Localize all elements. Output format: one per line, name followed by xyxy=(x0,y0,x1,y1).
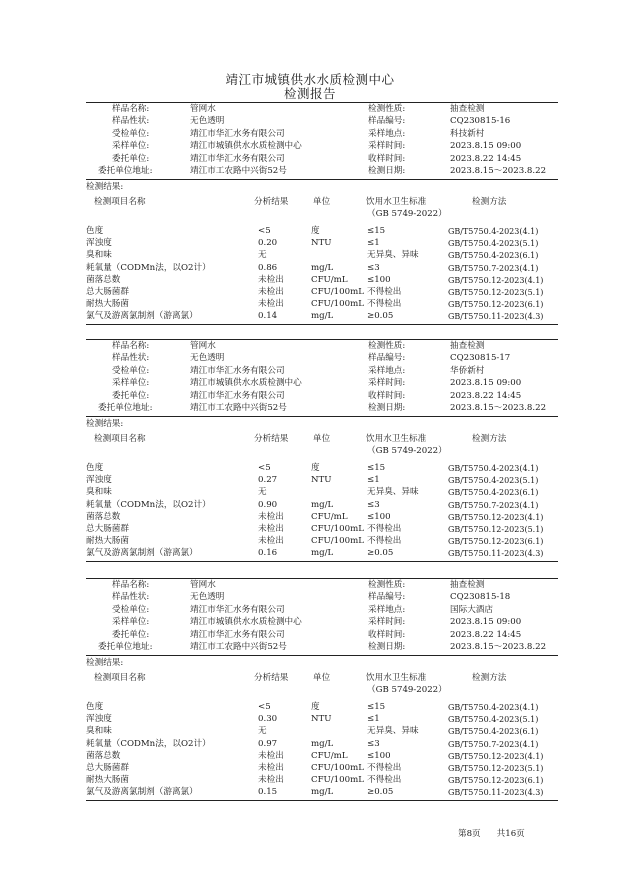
sample-number-label: 样品编号: xyxy=(368,116,406,127)
column-header-standard: 饮用水卫生标准 xyxy=(366,197,427,207)
sample-name-value: 管网水 xyxy=(190,104,216,114)
row-unit: NTU xyxy=(311,475,332,486)
sample-number-label: 样品编号: xyxy=(368,592,406,603)
row-item: 总大肠菌群 xyxy=(86,287,129,297)
row-method: GB/T5750.11-2023(4.3) xyxy=(448,312,544,322)
row-item: 色度 xyxy=(86,702,104,712)
row-result: 未检出 xyxy=(258,287,284,297)
row-method: GB/T5750.4-2023(5.1) xyxy=(448,715,539,725)
row-item: 总大肠菌群 xyxy=(86,763,129,773)
row-method: GB/T5750.12-2023(5.1) xyxy=(448,288,544,297)
client-address-value: 靖江市工农路中兴街52号 xyxy=(190,403,287,413)
column-header-method: 检测方法 xyxy=(472,197,507,207)
row-standard: ≥0.05 xyxy=(367,548,394,559)
page-footer xyxy=(458,827,525,839)
results-label: 检测结果: xyxy=(86,419,124,429)
row-unit: mg/L xyxy=(311,738,334,749)
row-result: 未检出 xyxy=(258,511,284,522)
row-method: GB/T5750.11-2023(4.3) xyxy=(448,788,544,798)
test-date-label: 检测日期: xyxy=(368,642,406,652)
row-unit: CFU/mL xyxy=(311,750,348,761)
row-unit: mg/L xyxy=(311,787,334,798)
client-unit-label: 委托单位: xyxy=(112,629,150,640)
receive-time-value: 2023.8.22 14:45 xyxy=(450,153,522,164)
sample-name-label: 样品名称: xyxy=(112,341,150,351)
column-header-result: 分析结果 xyxy=(254,673,289,683)
column-header-standard: 饮用水卫生标准 xyxy=(366,434,427,444)
row-standard: 不得检出 xyxy=(367,287,402,297)
row-method: GB/T5750.7-2023(4.1) xyxy=(448,500,539,510)
sampling-time-label: 采样时间: xyxy=(368,141,406,152)
client-unit-value: 靖江市华汇水务有限公司 xyxy=(190,629,285,640)
row-unit: CFU/100mL xyxy=(311,775,364,786)
row-item: 总大肠菌群 xyxy=(86,524,129,534)
row-item: 色度 xyxy=(86,463,104,473)
row-standard: ≤3 xyxy=(367,262,380,273)
row-item: 臭和味 xyxy=(86,487,112,498)
receive-time-value: 2023.8.22 14:45 xyxy=(450,629,522,640)
sampling-unit-value: 靖江市城镇供水水质检测中心 xyxy=(190,141,302,152)
row-item: 耗氧量（CODMn法，以O2计） xyxy=(86,499,211,510)
row-method: GB/T5750.4-2023(6.1) xyxy=(448,727,539,737)
column-header-method: 检测方法 xyxy=(472,434,507,444)
row-standard: ≤15 xyxy=(367,463,386,473)
block-top-rule xyxy=(86,339,558,340)
sampling-site-value: 科技新村 xyxy=(450,128,485,139)
sampling-site-value: 华侨新村 xyxy=(450,365,485,376)
sample-nature-value: 无色透明 xyxy=(190,353,225,364)
sampling-time-value: 2023.8.15 09:00 xyxy=(450,617,522,628)
row-standard: 无异臭、异味 xyxy=(367,487,419,498)
row-unit: CFU/mL xyxy=(311,511,348,522)
row-result: 无 xyxy=(258,487,267,498)
sampling-site-label: 采样地点: xyxy=(368,128,406,139)
row-result: 0.97 xyxy=(258,738,278,749)
client-address-label: 委托单位地址: xyxy=(98,642,153,652)
row-unit: NTU xyxy=(311,714,332,725)
info-bottom-rule xyxy=(86,416,558,417)
row-item: 菌落总数 xyxy=(86,511,121,522)
column-header-unit: 单位 xyxy=(313,673,331,683)
row-result: 0.27 xyxy=(258,475,278,486)
row-standard: ≤3 xyxy=(367,499,380,510)
row-result: <5 xyxy=(258,226,271,236)
row-standard: 不得检出 xyxy=(367,299,402,310)
test-type-value: 抽查检测 xyxy=(450,104,485,114)
row-standard: ≥0.05 xyxy=(367,311,394,322)
row-method: GB/T5750.12-2023(5.1) xyxy=(448,764,544,773)
row-standard: ≤1 xyxy=(367,714,380,725)
sample-nature-value: 无色透明 xyxy=(190,592,225,603)
sample-name-value: 管网水 xyxy=(190,580,216,590)
sample-number-value: CQ230815-16 xyxy=(450,116,511,127)
test-date-value: 2023.8.15～2023.8.22 xyxy=(450,403,547,413)
row-item: 氯气及游离氯制剂（游离氯） xyxy=(86,787,198,798)
sampling-time-value: 2023.8.15 09:00 xyxy=(450,141,522,152)
row-method: GB/T5750.12-2023(6.1) xyxy=(448,776,544,786)
receive-time-label: 收样时间: xyxy=(368,629,406,640)
row-standard: ≤100 xyxy=(367,274,391,285)
row-item: 耐热大肠菌 xyxy=(86,536,129,547)
row-method: GB/T5750.4-2023(4.1) xyxy=(448,703,539,712)
row-result: 未检出 xyxy=(258,274,284,285)
row-result: 未检出 xyxy=(258,763,284,773)
row-unit: CFU/100mL xyxy=(311,299,364,310)
receive-time-value: 2023.8.22 14:45 xyxy=(450,390,522,401)
sampling-time-label: 采样时间: xyxy=(368,378,406,389)
row-unit: mg/L xyxy=(311,499,334,510)
block-top-rule xyxy=(86,102,558,103)
sample-name-label: 样品名称: xyxy=(112,104,150,114)
row-result: 0.30 xyxy=(258,714,278,725)
row-result: 未检出 xyxy=(258,775,284,786)
row-item: 耐热大肠菌 xyxy=(86,299,129,310)
row-result: 未检出 xyxy=(258,524,284,534)
client-address-label: 委托单位地址: xyxy=(98,166,153,176)
column-header-result: 分析结果 xyxy=(254,197,289,207)
test-type-label: 检测性质: xyxy=(368,580,406,590)
row-standard: 无异臭、异味 xyxy=(367,250,419,261)
row-unit: CFU/mL xyxy=(311,274,348,285)
row-unit: mg/L xyxy=(311,548,334,559)
row-item: 色度 xyxy=(86,226,104,236)
row-result: 无 xyxy=(258,726,267,737)
row-item: 菌落总数 xyxy=(86,274,121,285)
row-method: GB/T5750.4-2023(6.1) xyxy=(448,251,539,261)
sample-number-label: 样品编号: xyxy=(368,353,406,364)
row-unit: mg/L xyxy=(311,311,334,322)
sample-nature-label: 样品性状: xyxy=(112,116,150,127)
row-unit: CFU/100mL xyxy=(311,536,364,547)
row-result: 未检出 xyxy=(258,299,284,310)
sampling-site-value: 国际大酒店 xyxy=(450,604,493,615)
row-method: GB/T5750.12-2023(4.1) xyxy=(448,751,544,761)
client-address-label: 委托单位地址: xyxy=(98,403,153,413)
client-unit-value: 靖江市华汇水务有限公司 xyxy=(190,153,285,164)
sample-nature-label: 样品性状: xyxy=(112,353,150,364)
sampling-unit-value: 靖江市城镇供水水质检测中心 xyxy=(190,617,302,628)
block-bottom-rule xyxy=(86,561,558,562)
row-standard: 不得检出 xyxy=(367,763,402,773)
row-item: 浑浊度 xyxy=(86,475,112,486)
entrusted-unit-label: 受检单位: xyxy=(112,365,150,376)
row-standard: ≤15 xyxy=(367,226,386,236)
row-result: 未检出 xyxy=(258,536,284,547)
row-result: 0.90 xyxy=(258,499,278,510)
info-bottom-rule xyxy=(86,179,558,180)
row-method: GB/T5750.4-2023(6.1) xyxy=(448,488,539,498)
row-method: GB/T5750.4-2023(5.1) xyxy=(448,476,539,486)
row-item: 浑浊度 xyxy=(86,714,112,725)
column-header-method: 检测方法 xyxy=(472,673,507,683)
sampling-unit-label: 采样单位: xyxy=(112,617,150,628)
row-unit: CFU/100mL xyxy=(311,287,364,297)
row-unit: CFU/100mL xyxy=(311,524,364,534)
row-standard: ≥0.05 xyxy=(367,787,394,798)
sample-number-value: CQ230815-17 xyxy=(450,353,511,364)
row-standard: ≤1 xyxy=(367,475,380,486)
results-label: 检测结果: xyxy=(86,658,124,668)
row-method: GB/T5750.12-2023(5.1) xyxy=(448,525,544,534)
entrusted-unit-label: 受检单位: xyxy=(112,128,150,139)
sample-nature-label: 样品性状: xyxy=(112,592,150,603)
test-date-value: 2023.8.15～2023.8.22 xyxy=(450,166,547,176)
row-method: GB/T5750.12-2023(6.1) xyxy=(448,300,544,310)
sample-nature-value: 无色透明 xyxy=(190,116,225,127)
row-method: GB/T5750.4-2023(5.1) xyxy=(448,239,539,249)
row-item: 臭和味 xyxy=(86,726,112,737)
test-date-label: 检测日期: xyxy=(368,403,406,413)
column-header-standard-code: （GB 5749-2022） xyxy=(367,446,447,456)
row-standard: ≤100 xyxy=(367,511,391,522)
row-result: 0.16 xyxy=(258,548,278,559)
test-date-label: 检测日期: xyxy=(368,166,406,176)
row-method: GB/T5750.7-2023(4.1) xyxy=(448,263,539,273)
row-standard: 不得检出 xyxy=(367,775,402,786)
column-header-standard-code: （GB 5749-2022） xyxy=(367,209,447,219)
client-unit-label: 委托单位: xyxy=(112,153,150,164)
sampling-unit-label: 采样单位: xyxy=(112,378,150,389)
test-type-label: 检测性质: xyxy=(368,104,406,114)
client-address-value: 靖江市工农路中兴街52号 xyxy=(190,642,287,652)
row-result: 0.20 xyxy=(258,238,278,249)
block-bottom-rule xyxy=(86,800,558,801)
client-unit-value: 靖江市华汇水务有限公司 xyxy=(190,390,285,401)
row-method: GB/T5750.12-2023(4.1) xyxy=(448,512,544,522)
row-unit: CFU/100mL xyxy=(311,763,364,773)
row-unit: 度 xyxy=(311,702,320,712)
row-method: GB/T5750.11-2023(4.3) xyxy=(448,549,544,559)
entrusted-unit-value: 靖江市华汇水务有限公司 xyxy=(190,604,285,615)
row-result: 0.14 xyxy=(258,311,278,322)
row-result: 0.15 xyxy=(258,787,278,798)
row-unit: mg/L xyxy=(311,262,334,273)
row-standard: 无异臭、异味 xyxy=(367,726,419,737)
test-type-value: 抽查检测 xyxy=(450,341,485,351)
entrusted-unit-value: 靖江市华汇水务有限公司 xyxy=(190,365,285,376)
block-bottom-rule xyxy=(86,324,558,325)
results-label: 检测结果: xyxy=(86,182,124,192)
column-header-standard-code: （GB 5749-2022） xyxy=(367,685,447,695)
row-standard: 不得检出 xyxy=(367,524,402,534)
row-method: GB/T5750.12-2023(6.1) xyxy=(448,537,544,547)
row-result: <5 xyxy=(258,702,271,712)
row-standard: ≤15 xyxy=(367,702,386,712)
row-method: GB/T5750.4-2023(4.1) xyxy=(448,227,539,236)
block-top-rule xyxy=(86,578,558,579)
test-date-value: 2023.8.15～2023.8.22 xyxy=(450,642,547,652)
column-header-unit: 单位 xyxy=(313,197,331,207)
row-item: 耗氧量（CODMn法，以O2计） xyxy=(86,738,211,749)
sample-number-value: CQ230815-18 xyxy=(450,592,511,603)
test-type-value: 抽查检测 xyxy=(450,580,485,590)
test-type-label: 检测性质: xyxy=(368,341,406,351)
row-standard: 不得检出 xyxy=(367,536,402,547)
row-result: 无 xyxy=(258,250,267,261)
column-header-item: 检测项目名称 xyxy=(94,673,146,683)
row-item: 氯气及游离氯制剂（游离氯） xyxy=(86,548,198,559)
column-header-item: 检测项目名称 xyxy=(94,434,146,444)
page-number: 第8页 xyxy=(458,829,481,839)
sample-name-value: 管网水 xyxy=(190,341,216,351)
row-method: GB/T5750.4-2023(4.1) xyxy=(448,464,539,473)
column-header-result: 分析结果 xyxy=(254,434,289,444)
row-standard: ≤1 xyxy=(367,238,380,249)
row-unit: 度 xyxy=(311,226,320,236)
row-item: 臭和味 xyxy=(86,250,112,261)
row-result: 未检出 xyxy=(258,750,284,761)
sampling-unit-value: 靖江市城镇供水水质检测中心 xyxy=(190,378,302,389)
client-unit-label: 委托单位: xyxy=(112,390,150,401)
row-unit: 度 xyxy=(311,463,320,473)
row-item: 耐热大肠菌 xyxy=(86,775,129,786)
sampling-site-label: 采样地点: xyxy=(368,365,406,376)
row-item: 浑浊度 xyxy=(86,238,112,249)
row-item: 耗氧量（CODMn法，以O2计） xyxy=(86,262,211,273)
info-bottom-rule xyxy=(86,655,558,656)
row-item: 菌落总数 xyxy=(86,750,121,761)
sampling-site-label: 采样地点: xyxy=(368,604,406,615)
sampling-unit-label: 采样单位: xyxy=(112,141,150,152)
row-standard: ≤100 xyxy=(367,750,391,761)
column-header-item: 检测项目名称 xyxy=(94,197,146,207)
row-method: GB/T5750.12-2023(4.1) xyxy=(448,275,544,285)
entrusted-unit-label: 受检单位: xyxy=(112,604,150,615)
row-item: 氯气及游离氯制剂（游离氯） xyxy=(86,311,198,322)
column-header-unit: 单位 xyxy=(313,434,331,444)
sampling-time-label: 采样时间: xyxy=(368,617,406,628)
row-standard: ≤3 xyxy=(367,738,380,749)
row-result: <5 xyxy=(258,463,271,473)
page-total: 共16页 xyxy=(496,829,525,839)
row-result: 0.86 xyxy=(258,262,278,273)
sampling-time-value: 2023.8.15 09:00 xyxy=(450,378,522,389)
column-header-standard: 饮用水卫生标准 xyxy=(366,673,427,683)
receive-time-label: 收样时间: xyxy=(368,153,406,164)
row-method: GB/T5750.7-2023(4.1) xyxy=(448,739,539,749)
entrusted-unit-value: 靖江市华汇水务有限公司 xyxy=(190,128,285,139)
client-address-value: 靖江市工农路中兴街52号 xyxy=(190,166,287,176)
sample-name-label: 样品名称: xyxy=(112,580,150,590)
report-title: 靖江市城镇供水水质检测中心 xyxy=(225,72,395,87)
report-subtitle: 检测报告 xyxy=(283,86,336,101)
row-unit: NTU xyxy=(311,238,332,249)
receive-time-label: 收样时间: xyxy=(368,390,406,401)
